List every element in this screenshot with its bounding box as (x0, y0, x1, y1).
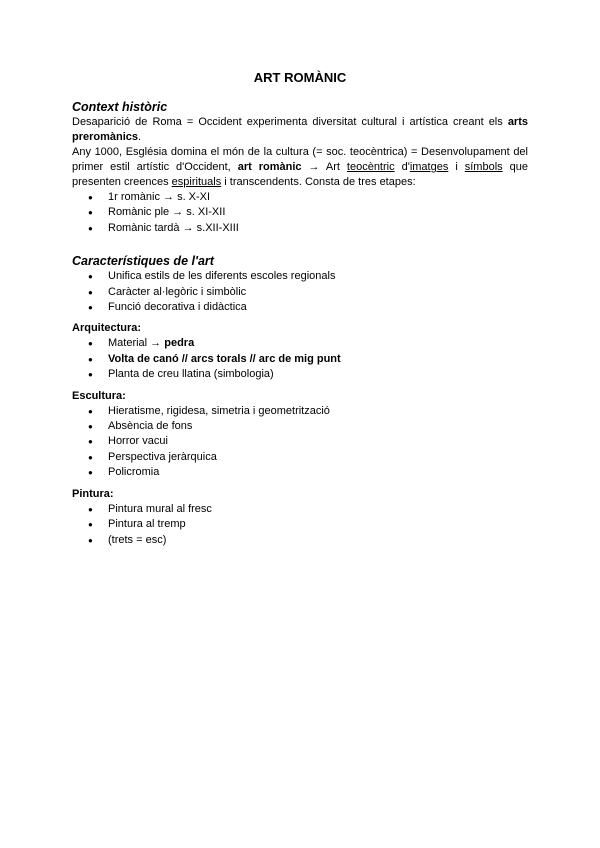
list-item: ● Planta de creu llatina (simbologia) (88, 367, 528, 382)
text-run: . (138, 131, 142, 143)
bold-term: pedra (164, 337, 195, 350)
text-run: i transcendents. Consta de tres etapes: (221, 176, 416, 188)
text-run: Desaparició de Roma = Occident experimenta diversitat cultural i artística creant els (72, 116, 508, 128)
architecture-heading: Arquitectura: (72, 322, 142, 335)
context-paragraph-1 (72, 115, 528, 145)
list-item: ● Funció decorativa i didàctica (88, 300, 528, 315)
text-run: que presenten creences (72, 161, 528, 188)
characteristics-list (72, 269, 528, 315)
text-run: → Art (301, 161, 347, 173)
list-item: ● 1r romànic → s. X-XI (88, 190, 528, 205)
text-run: i (448, 161, 465, 173)
bold-term: art romànic (237, 161, 302, 173)
list-item: ● (trets = esc) (88, 533, 528, 548)
underlined-term: espirituals (171, 176, 222, 188)
list-item: ● Volta de canó // arcs torals // arc de mig punt (88, 352, 528, 367)
text-run: Any 1000, Església domina el món de la cultura (= soc. teocèntrica) = Desenvolupament del primer estil artístic d'Occident, (72, 146, 528, 173)
text-run: Material → (108, 337, 165, 350)
painting-list (72, 502, 528, 548)
context-paragraph-2 (72, 145, 528, 190)
stages-list (72, 190, 528, 236)
underlined-term: teocèntric (346, 161, 395, 173)
characteristics-heading: Característiques de l'art (72, 254, 214, 269)
list-item: ● Romànic ple → s. XI-XII (88, 205, 528, 220)
list-item: ● Absència de fons (88, 419, 528, 434)
list-item: ● Perspectiva jeràrquica (88, 450, 528, 465)
list-item: ● Unifica estils de les diferents escoles regionals (88, 269, 528, 284)
text-run: d' (394, 161, 410, 173)
document-title: ART ROMÀNIC (253, 70, 347, 85)
architecture-list (72, 336, 528, 382)
bold-term: arts preromànics (72, 116, 528, 143)
context-heading: Context històric (72, 100, 168, 114)
painting-heading: Pintura: (72, 487, 114, 500)
list-item: ● Policromia (88, 465, 528, 480)
list-item: ● Pintura al tremp (88, 517, 528, 532)
list-item (88, 336, 528, 351)
list-item: ● Romànic tardà → s.XII-XIII (88, 221, 528, 236)
sculpture-list (72, 404, 528, 481)
list-item: ● Caràcter al·legòric i simbòlic (88, 285, 528, 300)
underlined-term: símbols (464, 161, 503, 173)
sculpture-heading: Escultura: (72, 389, 126, 402)
list-item: ● Pintura mural al fresc (88, 502, 528, 517)
list-item: ● Hieratisme, rigidesa, simetria i geometrització (88, 404, 528, 419)
list-item: ● Horror vacui (88, 434, 528, 449)
document-page (72, 70, 528, 548)
underlined-term: imatges (409, 161, 449, 173)
